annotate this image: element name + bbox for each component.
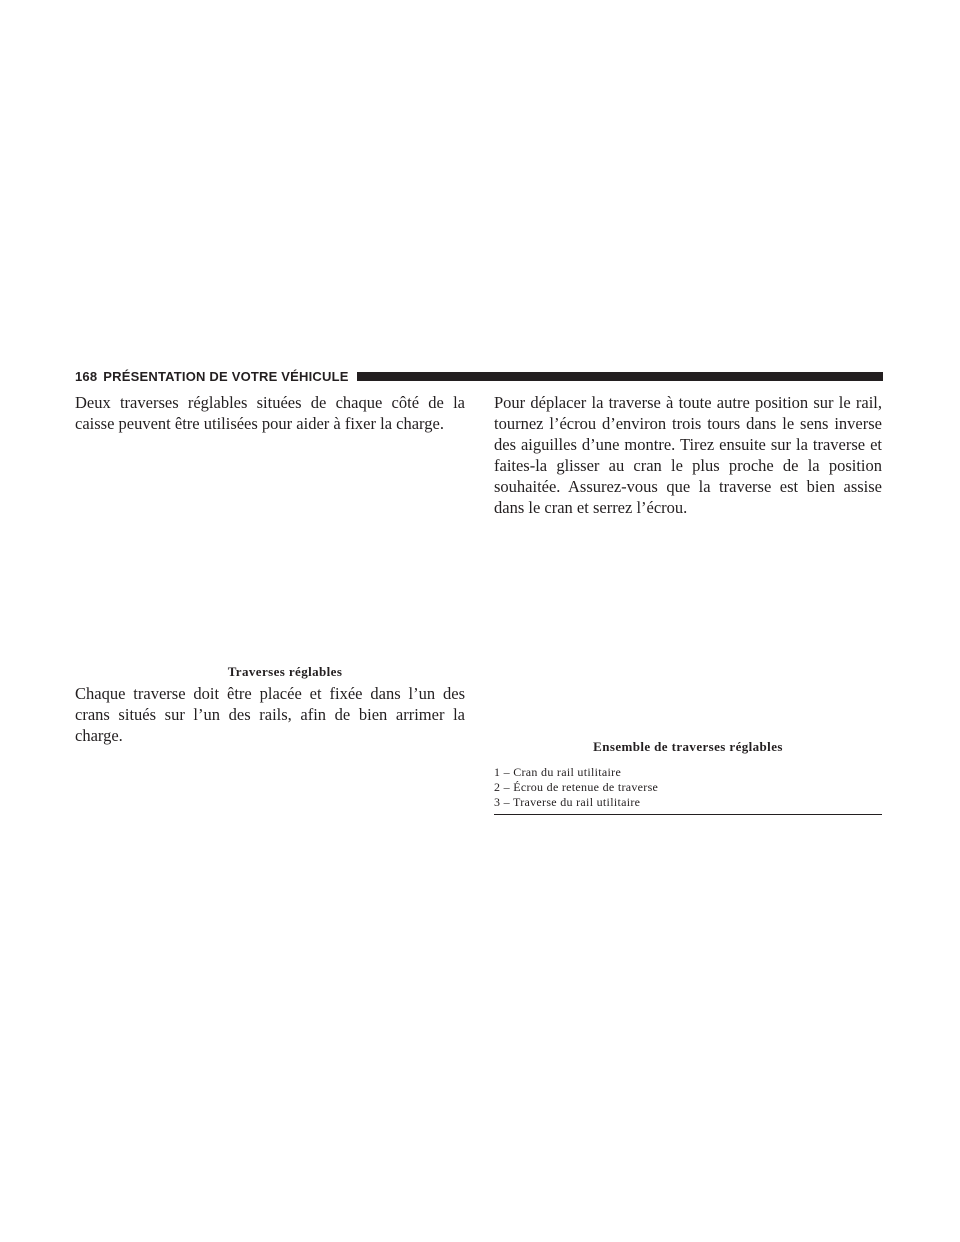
legend-item: 2 – Écrou de retenue de traverse xyxy=(494,780,659,794)
right-paragraph-1: Pour déplacer la traverse à toute autre position sur le rail, tournez l’écrou d’environ trois tours dans le sens inverse des aiguilles d’une montre. Tirez ensuite sur la traverse et faites-la glisser au cran le plus proche de la position souhaitée. Assurez-vous que la traverse est bien assise dans le cran et serrez l’écrou. xyxy=(494,393,882,517)
legend-divider xyxy=(494,814,882,815)
figure-legend xyxy=(494,765,882,810)
legend-item: 1 – Cran du rail utilitaire xyxy=(494,765,622,779)
figure-caption-traverses: Traverses réglables xyxy=(227,664,343,679)
page-header xyxy=(75,366,883,386)
left-paragraph-2-block xyxy=(75,683,465,746)
left-paragraph-1-block xyxy=(75,392,465,434)
header-rule xyxy=(357,372,883,381)
legend-item: 3 – Traverse du rail utilitaire xyxy=(494,795,641,809)
page-number: 168 xyxy=(75,368,98,384)
left-paragraph-1: Deux traverses réglables situées de chaque côté de la caisse peuvent être utilisées pour aider à fixer la charge. xyxy=(75,393,465,433)
figure-caption-ensemble: Ensemble de traverses réglables xyxy=(593,739,783,754)
section-title: PRÉSENTATION DE VOTRE VÉHICULE xyxy=(103,368,349,384)
left-paragraph-2: Chaque traverse doit être placée et fixée dans l’un des crans situés sur l’un des rails, afin de bien arrimer la charge. xyxy=(75,684,465,745)
right-paragraph-1-block xyxy=(494,392,882,518)
